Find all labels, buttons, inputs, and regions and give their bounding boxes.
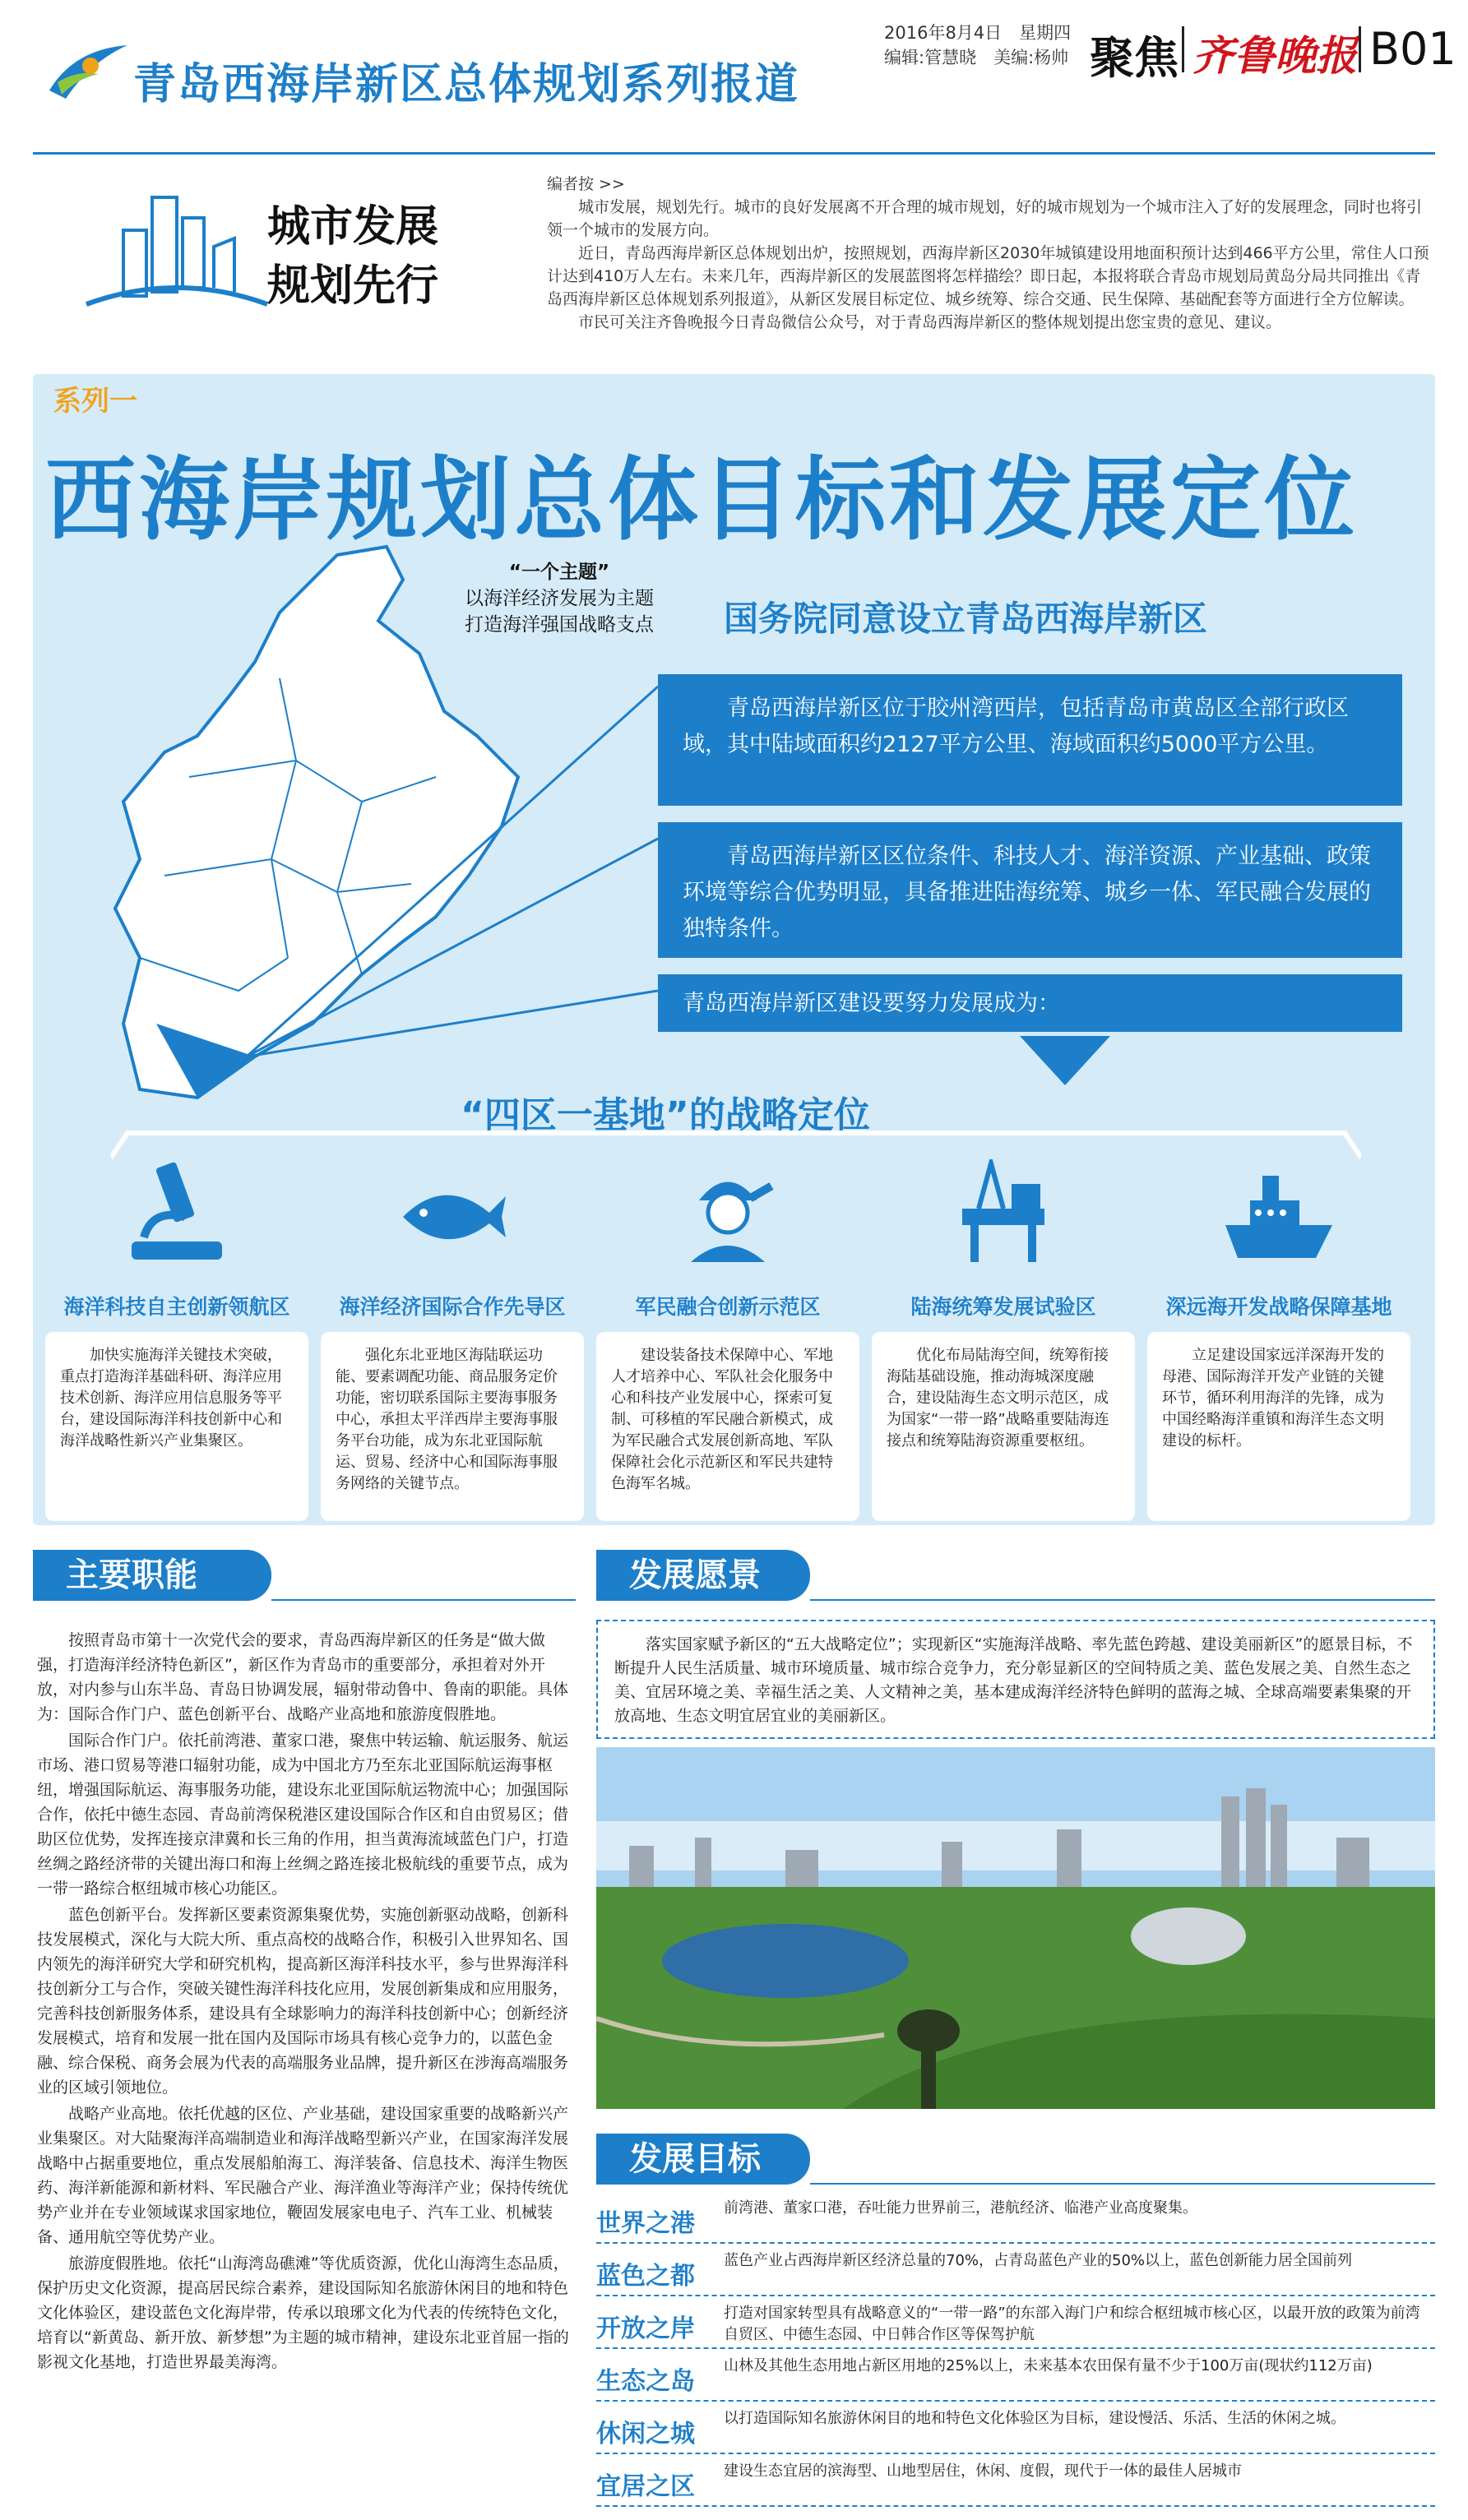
goal-text: 建设生态宜居的滨海型、山地型居住，休闲、度假，现代于一体的最佳人居城市: [724, 2462, 1242, 2480]
info-card-location: 青岛西海岸新区位于胶州湾西岸，包括青岛市黄岛区全部行政区域，其中陆域面积约2127平方公里、海域面积约5000平方公里。: [658, 674, 1402, 806]
zone-card-land-sea: [872, 1159, 1135, 1517]
soldier-icon: [670, 1159, 785, 1266]
section-rule: [810, 1599, 1435, 1601]
goal-name: 世界之港: [596, 2209, 695, 2238]
section-heading-goals: 发展目标: [596, 2134, 810, 2185]
goal-text: 前湾港、董家口港，吞吐能力世界前三，港航经济、临港产业高度聚集。: [724, 2199, 1197, 2217]
slogan-line: 规划先行: [267, 261, 439, 311]
zone-card-economic-cooperation: [321, 1159, 584, 1517]
goal-row: [596, 2349, 1435, 2402]
zone-card-civil-military: [596, 1159, 859, 1517]
zone-card-deep-sea: [1147, 1159, 1410, 1517]
theme-quote: “一个主题”: [508, 562, 610, 583]
zone-name: 深远海开发战略保障基地: [1165, 1295, 1392, 1319]
slogan: [267, 197, 438, 316]
goal-name: 生态之岛: [596, 2367, 695, 2396]
publication-date: 2016年8月4日 星期四: [884, 23, 1072, 43]
section-heading-vision: 发展愿景: [596, 1550, 810, 1601]
microscope-icon: [119, 1159, 234, 1266]
header-rule: [33, 152, 1435, 155]
zone-description: 加快实施海洋关键技术突破，重点打造海洋基础科研、海洋应用技术创新、海洋应用信息服务等平台，建设国际海洋科技创新中心和海洋战略性新兴产业集聚区。: [45, 1332, 308, 1521]
theme-line: 打造海洋强国战略支点: [465, 614, 654, 636]
zone-name: 海洋科技自主创新领航区: [63, 1295, 290, 1319]
article-paragraph: 旅游度假胜地。依托“山海湾岛礁滩”等优质资源，优化山海湾生态品质，保护历史文化资源，提高居民综合素养，建设国际知名旅游休闲目的地和特色文化体验区，建设蓝色文化海岸带，传承以琅琊文化为代表的传统特色文化，培育以“新黄岛、新开放、新梦想”为主题的城市精神，建设东北亚首屈一指的影视文化基地，打造世界最美海湾。: [37, 2254, 569, 2371]
zone-description: 立足建设国家远洋深海开发的母港、国际海洋开发产业链的关键环节，循环利用海洋的先锋，成为中国经略海洋重镇和海洋生态文明建设的标杆。: [1147, 1332, 1410, 1521]
goal-row: [596, 2402, 1435, 2454]
down-arrow-icon: [1020, 1036, 1110, 1085]
duties-article: [37, 1628, 576, 2376]
divider: [1359, 26, 1361, 72]
divider: [1182, 26, 1184, 72]
article-paragraph: 战略产业高地。依托优越的区位、产业基础，建设国家重要的战略新兴产业集聚区。对大陆聚海洋高端制造业和海洋战略型新兴产业，在国家海洋发展战略中占据重要地位，重点发展船舶海工、海洋装备、信息技术、海洋生物医药、海洋新能源和新材料、军民融合产业、海洋渔业等海洋产业；保持传统优势产业并在专业领域谋求国家地位，鞭固发展家电电子、汽车工业、机械装备、通用航空等优势产业。: [37, 2105, 569, 2246]
goal-row: [596, 2296, 1435, 2349]
zone-name: 海洋经济国际合作先导区: [339, 1295, 566, 1319]
fish-icon: [395, 1159, 510, 1266]
section-bracket: [111, 1126, 1361, 1159]
goal-text: 以打造国际知名旅游休闲目的地和特色文化体验区为目标，建设慢活、乐活、生活的休闲之城。: [724, 2410, 1345, 2427]
goal-text: 山林及其他生态用地占新区用地的25%以上，未来基本农田保有量不少于100万亩(现状约112万亩): [724, 2357, 1373, 2374]
editor-note-paragraph: 市民可关注齐鲁晚报今日青岛微信公众号，对于青岛西海岸新区的整体规划提出您宝贵的意见、建议。: [578, 313, 1282, 331]
zone-card-marine-tech: [45, 1159, 308, 1517]
article-paragraph: 国际合作门户。依托前湾港、董家口港，聚焦中转运输、航运服务、航运市场、港口贸易等港口辐射功能，成为中国北方乃至东北亚国际航运海事枢纽，增强国际航运、海事服务功能，建设东北亚国际航运物流中心；加强国际合作，依托中德生态园、青岛前湾保税港区建设国际合作区和自由贸易区；借助区位优势，发挥连接京津冀和长三角的作用，担当黄海流域蓝色门户，打造丝绸之路经济带的关键出海口和海上丝绸之路连接北极航线的重要节点，成为一带一路综合枢纽城市核心功能区。: [37, 1732, 569, 1898]
theme-statement: [428, 559, 691, 638]
goal-row: [596, 2454, 1435, 2507]
city-aerial-photo: [596, 1747, 1435, 2109]
ship-icon: [1221, 1159, 1336, 1266]
goal-text: 蓝色产业占西海岸新区经济总量的70%，占青岛蓝色产业的50%以上，蓝色创新能力居全国前列: [724, 2252, 1353, 2269]
info-card-advantages: 青岛西海岸新区区位条件、科技人才、海洋资源、产业基础、政策环境等综合优势明显，具备推进陆海统筹、城乡一体、军民融合发展的独特条件。: [658, 822, 1402, 958]
page-number: B01: [1369, 23, 1456, 75]
editor-note: [547, 173, 1435, 334]
logo-swoosh-icon: [41, 33, 132, 107]
zone-name: 陆海统筹发展试验区: [910, 1295, 1096, 1319]
article-paragraph: 蓝色创新平台。发挥新区要素资源集聚优势，实施创新驱动战略，创新科技发展模式，深化与大院大所、重点高校的战略合作，积极引入世界知名、国内领先的海洋研究大学和研究机构，提高新区海洋科技水平，参与世界海洋科技创新分工与合作，突破关键性海洋科技化应用，发展创新集成和应用服务，完善科技创新服务体系，建设具有全球影响力的海洋科技创新中心；创新经济发展模式，培育和发展一批在国内及国际市场具有核心竞争力的，以蓝色金融、综合保税、商务会展为代表的高端服务业品牌，提升新区在涉海高端服务业的区域引领地位。: [37, 1906, 569, 2097]
zone-name: 军民融合创新示范区: [635, 1295, 821, 1319]
editor-credits: 编辑:管慧晓 美编:杨帅: [884, 48, 1069, 67]
newspaper-name: 齐鲁晚报: [1192, 31, 1357, 80]
goal-name: 宜居之区: [596, 2472, 695, 2501]
approval-heading: 国务院同意设立青岛西海岸新区: [724, 599, 1208, 639]
slogan-line: 城市发展: [267, 202, 439, 252]
publication-meta: [884, 21, 1071, 70]
section-rule: [810, 2183, 1435, 2185]
zone-description: 建设装备技术保障中心、军地人才培养中心、军队社会化服务中心和科技产业发展中心，探索可复制、可移植的军民融合新模式，成为军民融合式发展创新高地、军队保障社会化示范新区和军民共建特色海军名城。: [596, 1332, 859, 1521]
series-title: 青岛西海岸新区总体规划系列报道: [133, 60, 800, 109]
editor-note-paragraph: 近日，青岛西海岸新区总体规划出炉，按照规划，西海岸新区2030年城镇建设用地面积预计达到466平方公里，常住人口预计达到410万人左右。未来几年，西海岸新区的发展蓝图将怎样描绘？即日起，本报将联合青岛市规划局黄岛分局共同推出《青岛西海岸新区总体规划系列报道》，从新区发展目标定位、城乡统筹、综合交通、民生保障、基础配套等方面进行全方位解读。: [547, 244, 1429, 308]
city-skyline-icon: [82, 181, 271, 321]
main-headline: 西海岸规划总体目标和发展定位: [45, 447, 1358, 553]
editor-note-paragraph: 城市发展，规划先行。城市的良好发展离不开合理的城市规划，好的城市规划为一个城市注入了好的发展理念，同时也将引领一个城市的发展方向。: [547, 198, 1423, 239]
article-paragraph: 按照青岛市第十一次党代会的要求，青岛西海岸新区的任务是“做大做强，打造海洋经济特色新区”，新区作为青岛市的重要部分，承担着对外开放，对内参与山东半岛、青岛日协调发展，辐射带动鲁中、鲁南的职能。具体为：国际合作门户、蓝色创新平台、战略产业高地和旅游度假胜地。: [37, 1631, 569, 1723]
section-tag: 聚焦: [1090, 32, 1179, 84]
oil-rig-icon: [946, 1159, 1061, 1266]
goal-name: 休闲之城: [596, 2420, 695, 2448]
goal-name: 开放之岸: [596, 2314, 695, 2343]
series-label: 系列一: [53, 385, 137, 418]
vision-text: 落实国家赋予新区的“五大战略定位”；实现新区“实施海洋战略、率先蓝色跨越、建设美丽新区”的愿景目标，不断提升人民生活质量、城市环境质量、城市综合竞争力，充分彰显新区的空间特质之美、蓝色发展之美、自然生态之美、宜居环境之美、幸福生活之美、人文精神之美，基本建成海洋经济特色鲜明的蓝海之城、全球高端要素集聚的开放高地、生态文明宜居宜业的美丽新区。: [596, 1620, 1435, 1739]
goal-name: 蓝色之都: [596, 2262, 695, 2291]
section-rule: [271, 1599, 576, 1601]
zone-description: 优化布局陆海空间，统筹衔接海陆基础设施，推动海城深度融合，建设陆海生态文明示范区，成为国家“一带一路”战略重要陆海连接点和统筹陆海资源重要枢纽。: [872, 1332, 1135, 1521]
section-heading-duties: 主要职能: [33, 1550, 271, 1601]
theme-line: 以海洋经济发展为主题: [465, 588, 654, 609]
goal-text: 打造对国家转型具有战略意义的“一带一路”的东部入海门户和综合枢纽城市核心区，以最开放的政策为前湾自贸区、中德生态园、中日韩合作区等保驾护航: [724, 2305, 1420, 2343]
editor-note-heading: 编者按 >>: [547, 175, 625, 193]
goal-row: [596, 2191, 1435, 2244]
info-card-goal-lead: 青岛西海岸新区建设要努力发展成为：: [658, 974, 1402, 1032]
goal-row: [596, 2244, 1435, 2296]
positioning-title: “四区一基地”的战略定位: [461, 1094, 870, 1136]
zone-description: 强化东北亚地区海陆联运功能、要素调配功能、商品服务定价功能，密切联系国际主要海事服务中心，承担太平洋西岸主要海事服务平台功能，成为东北亚国际航运、贸易、经济中心和国际海事服务网络的关键节点。: [321, 1332, 584, 1521]
